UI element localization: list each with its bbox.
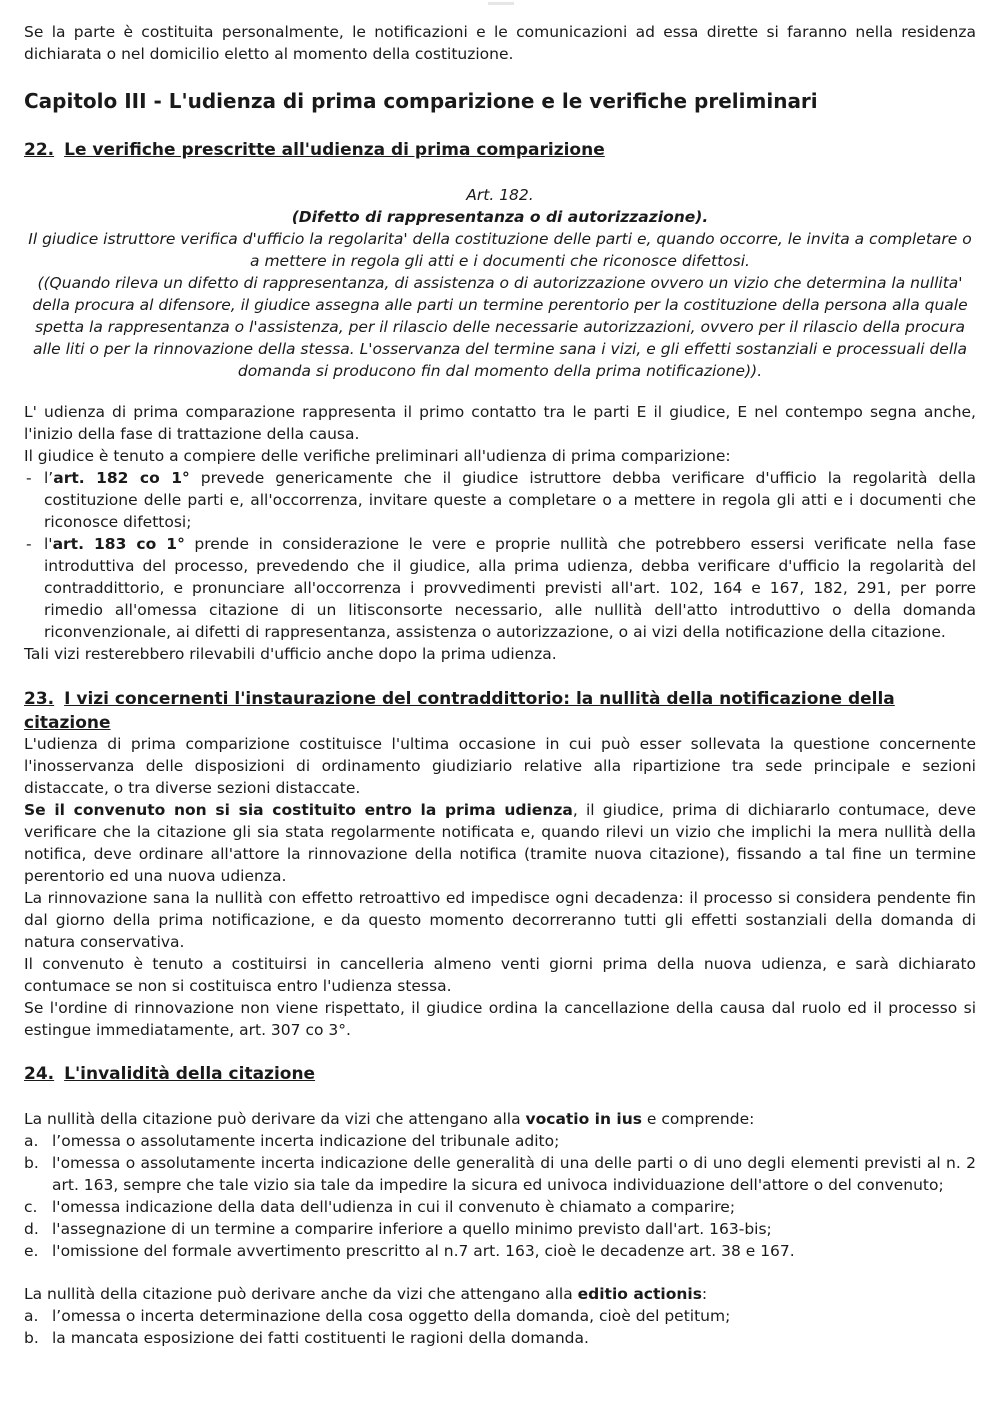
section-24-paragraph xyxy=(24,1283,976,1305)
list-item xyxy=(24,1327,976,1349)
bold-phrase: Se il convenuto non si sia costituito entro la prima udienza xyxy=(24,801,573,819)
section-23-body xyxy=(24,733,976,1041)
list-letter: b. xyxy=(24,1154,39,1172)
list-item-text: l'assegnazione di un termine a comparire inferiore a quello minimo previsto dall'art. 163-bis; xyxy=(52,1220,772,1238)
paragraph-text: La nullità della citazione può derivare da vizi che attengano alla xyxy=(24,1110,526,1128)
bold-phrase: editio actionis xyxy=(577,1285,702,1303)
section-23-paragraph: La rinnovazione sana la nullità con effetto retroattivo ed impedisce ogni decadenza: il processo si considera pendente fin dal giorno della prima notificazione, e da questo momento decorreranno tutti gli effetti sostanziali della domanda di natura conservativa. xyxy=(24,889,976,951)
list-item-text: l'omessa indicazione della data dell'udienza in cui il convenuto è chiamato a comparire; xyxy=(52,1198,736,1216)
article-reference: art. 182 co 1° xyxy=(53,469,190,487)
section-22-paragraph: Tali vizi resterebbero rilevabili d'ufficio anche dopo la prima udienza. xyxy=(24,645,557,663)
paragraph-text: : xyxy=(701,1285,708,1303)
list-item-text: l'omissione del formale avvertimento prescritto al n.7 art. 163, cioè le decadenze art. 38 e 167. xyxy=(52,1242,795,1260)
article-reference: art. 183 co 1° xyxy=(52,535,185,553)
list-item xyxy=(24,1305,976,1327)
list-item-text: l'omessa o assolutamente incerta indicazione delle generalità di una delle parti o di uno degli elementi previsti al n. 2 art. 163, sempre che tale vizio sia tale da impedire la sicura ed univoca individuazione dell'attore o del convenuto; xyxy=(52,1154,976,1194)
section-24-body-2 xyxy=(24,1283,976,1349)
list-bullet: - xyxy=(26,469,32,487)
section-22-number: 22. xyxy=(24,140,55,160)
list-letter: a. xyxy=(24,1307,39,1325)
chapter-title: Capitolo III - L'udienza di prima comparizione e le verifiche preliminari xyxy=(24,89,818,113)
list-letter: e. xyxy=(24,1242,39,1260)
list-item xyxy=(24,467,976,533)
list-item-text: prende in considerazione le vere e proprie nullità che potrebbero essersi verificate nella fase introduttiva del processo, prevedendo che il giudice, alla prima udienza, debba verificare d'ufficio la regolarità del contraddittorio, e pronunciare all'occorrenza i provvedimenti previsti all'art. 102, 164 e 167, 182, 291, per porre rimedio all'omessa citazione di un litisconsorte necessario, alle nullità dell'atto introduttivo o della domanda riconvenzionale, ai difetti di rappresentanza, assistenza o autorizzazione, o ai vizi della notificazione della citazione. xyxy=(44,535,976,641)
section-24-number: 24. xyxy=(24,1064,55,1084)
list-item-prefix: l' xyxy=(44,535,53,553)
section-22-paragraph: Il giudice è tenuto a compiere delle verifiche preliminari all'udienza di prima comparizione: xyxy=(24,447,731,465)
editio-list xyxy=(24,1305,976,1349)
bold-phrase: vocatio in ius xyxy=(525,1110,642,1128)
list-letter: c. xyxy=(24,1198,38,1216)
section-24-heading xyxy=(24,1062,315,1086)
article-number: Art. 182. xyxy=(466,186,534,204)
section-24-paragraph xyxy=(24,1108,976,1130)
paragraph-text: e comprende: xyxy=(642,1110,755,1128)
list-item-text: la mancata esposizione dei fatti costituenti le ragioni della domanda. xyxy=(52,1329,589,1347)
vocatio-list xyxy=(24,1130,976,1262)
article-paragraph-2: ((Quando rileva un difetto di rappresentanza, di assistenza o di autorizzazione ovvero un vizio che determina la nullita' della procura al difensore, il giudice assegna alle parti un termine perentorio per la costituzione della persona alla quale spetta la rappresentanza o l'assistenza, per il rilascio delle necessarie autorizzazioni, ovvero per il rilascio della procura alle liti o per la rinnovazione della stessa. L'osservanza del termine sana i vizi, e gli effetti sostanziali e processuali della domanda si producono fin dal momento della prima notificazione)). xyxy=(32,274,968,380)
section-22-body xyxy=(24,401,976,665)
list-item xyxy=(24,1130,976,1152)
list-letter: d. xyxy=(24,1220,39,1238)
section-24-body-1 xyxy=(24,1108,976,1262)
section-22-heading xyxy=(24,138,605,162)
list-item xyxy=(24,533,976,643)
paragraph-text: La nullità della citazione può derivare anche da vizi che attengano alla xyxy=(24,1285,578,1303)
section-23-heading xyxy=(24,687,976,735)
list-item-text: l’omessa o assolutamente incerta indicazione del tribunale adito; xyxy=(52,1132,560,1150)
section-22-title: Le verifiche prescritte all'udienza di prima comparizione xyxy=(64,140,605,160)
section-23-paragraph: Il convenuto è tenuto a costituirsi in cancelleria almeno venti giorni prima della nuova udienza, e sarà dichiarato contumace se non si costituisca entro l'udienza stessa. xyxy=(24,955,976,995)
list-item xyxy=(24,1218,976,1240)
article-heading: (Difetto di rappresentanza o di autorizzazione). xyxy=(291,208,709,226)
section-23-paragraph xyxy=(24,799,976,887)
section-23-number: 23. xyxy=(24,689,55,709)
section-23-paragraph: L'udienza di prima comparizione costituisce l'ultima occasione in cui può esser sollevata la questione concernente l'inosservanza delle disposizioni di ordinamento giudiziario relative alla ripartizione tra sede principale e sezioni distaccate, o tra diverse sezioni distaccate. xyxy=(24,735,976,797)
list-item xyxy=(24,1152,976,1196)
intro-paragraph: Se la parte è costituita personalmente, le notificazioni e le comunicazioni ad essa dirette si faranno nella residenza dichiarata o nel domicilio eletto al momento della costituzione. xyxy=(24,23,976,63)
list-item-text: prevede genericamente che il giudice istruttore debba verificare d'ufficio la regolarità della costituzione delle parti e, all'occorrenza, invitare queste a completare o a mettere in regola gli atti e i documenti che riconosce difettosi; xyxy=(44,469,976,531)
list-item xyxy=(24,1240,976,1262)
list-letter: b. xyxy=(24,1329,39,1347)
verification-list xyxy=(24,467,976,643)
header-mark xyxy=(488,2,514,5)
list-bullet: - xyxy=(26,535,32,553)
article-182-block xyxy=(24,184,976,382)
list-item-prefix: l’ xyxy=(44,469,54,487)
paragraph-text: , il giudice, prima di dichiararlo contumace, deve verificare che la citazione gli sia stata regolarmente notificata e, quando rilevi un vizio che implichi la mera nullità della notifica, deve ordinare all'attore la rinnovazione della notifica (tramite nuova citazione), fissando a tal fine un termine perentorio ed una nuova udienza. xyxy=(24,801,976,885)
list-item-text: l’omessa o incerta determinazione della cosa oggetto della domanda, cioè del petitum; xyxy=(52,1307,731,1325)
list-letter: a. xyxy=(24,1132,39,1150)
section-22-paragraph: L' udienza di prima comparazione rappresenta il primo contatto tra le parti E il giudice, E nel contempo segna anche, l'inizio della fase di trattazione della causa. xyxy=(24,403,976,443)
section-23-paragraph: Se l'ordine di rinnovazione non viene rispettato, il giudice ordina la cancellazione della causa dal ruolo ed il processo si estingue immediatamente, art. 307 co 3°. xyxy=(24,999,976,1039)
article-paragraph-1: Il giudice istruttore verifica d'ufficio la regolarita' della costituzione delle parti e, quando occorre, le invita a completare o a mettere in regola gli atti e i documenti che riconosce difettosi. xyxy=(28,230,972,270)
section-23-title: I vizi concernenti l'instaurazione del contraddittorio: la nullità della notificazione della citazione xyxy=(24,689,895,733)
list-item xyxy=(24,1196,976,1218)
section-24-title: L'invalidità della citazione xyxy=(64,1064,316,1084)
